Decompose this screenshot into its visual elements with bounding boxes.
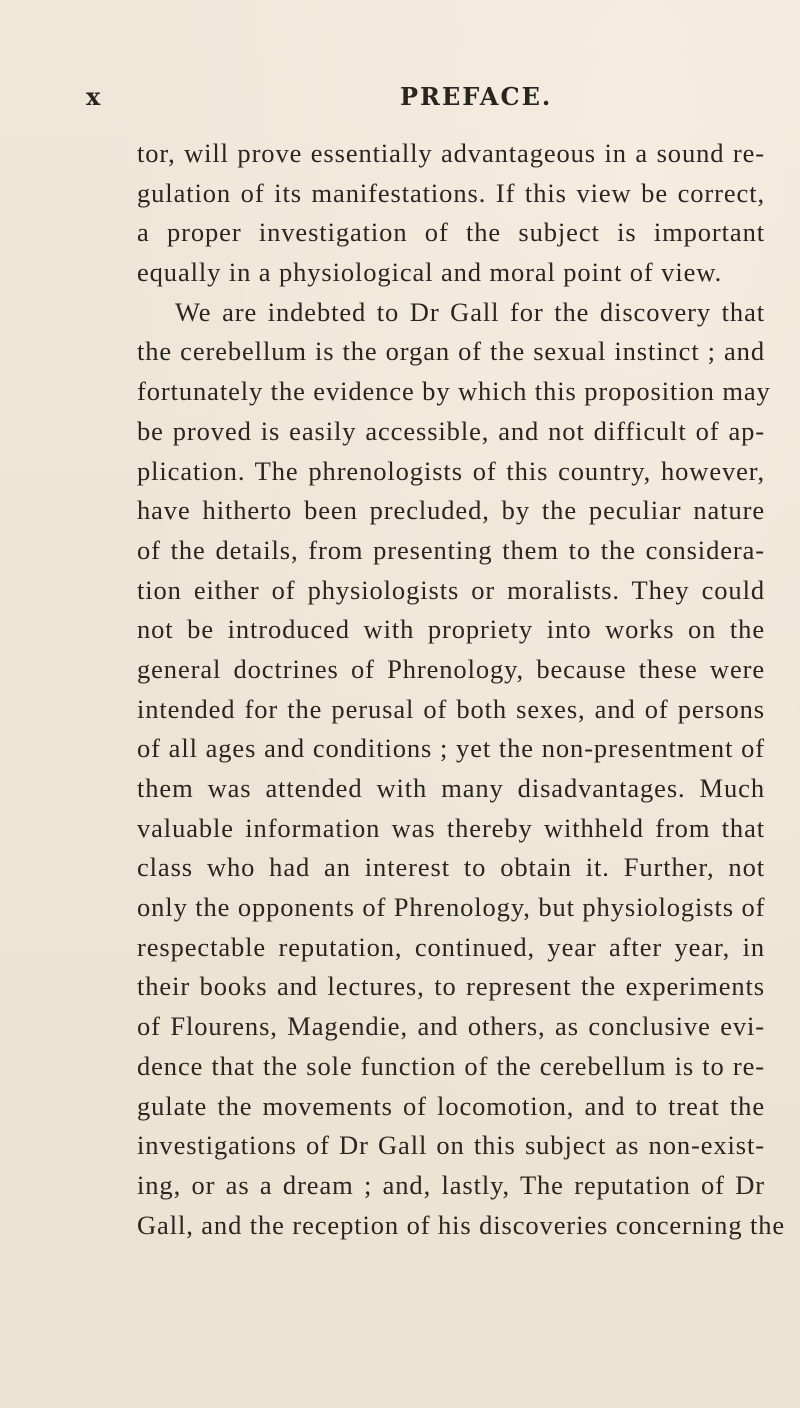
- text-line: equally in a physiological and moral point of view.: [137, 257, 723, 288]
- text-line: Gall, and the reception of his discoveries concerning the: [137, 1209, 786, 1240]
- text-line: gulate the movements of locomotion, and to treat the: [137, 1090, 765, 1121]
- text-line: their books and lectures, to represent the experiments: [137, 971, 765, 1002]
- text-line: We are indebted to Dr Gall for the discovery that: [175, 296, 765, 327]
- text-line: gulation of its manifestations. If this view be correct,: [137, 177, 765, 208]
- text-line: dence that the sole function of the cerebellum is to re-: [137, 1050, 765, 1081]
- text-line: investigations of Dr Gall on this subject as non-exist-: [137, 1130, 765, 1161]
- text-line: of the details, from presenting them to the considera-: [137, 534, 765, 565]
- text-line: respectable reputation, continued, year after year, in: [137, 931, 765, 962]
- text-line: class who had an interest to obtain it. Further, not: [137, 852, 765, 883]
- text-line: the cerebellum is the organ of the sexual instinct ; and: [137, 336, 765, 367]
- text-line: tor, will prove essentially advantageous in a sound re-: [137, 138, 765, 168]
- text-line: fortunately the evidence by which this proposition may: [137, 376, 771, 407]
- text-line: tion either of physiologists or moralists. They could: [137, 574, 765, 605]
- page-header: [86, 82, 726, 122]
- text-line: general doctrines of Phrenology, because these were: [137, 653, 765, 684]
- text-line: of all ages and conditions ; yet the non-presentment of: [137, 733, 765, 764]
- body-text: [137, 134, 786, 1245]
- text-line: plication. The phrenologists of this country, however,: [137, 455, 765, 486]
- text-line: of Flourens, Magendie, and others, as conclusive evi-: [137, 1011, 765, 1042]
- text-line: a proper investigation of the subject is important: [137, 217, 765, 248]
- text-line: be proved is easily accessible, and not difficult of ap-: [137, 415, 765, 446]
- text-line: ing, or as a dream ; and, lastly, The reputation of Dr: [137, 1169, 765, 1200]
- page-number: x: [86, 82, 102, 111]
- running-head: PREFACE.: [400, 82, 553, 111]
- text-line: have hitherto been precluded, by the peculiar nature: [137, 495, 765, 526]
- text-line: not be introduced with propriety into works on the: [137, 614, 765, 645]
- text-line: only the opponents of Phrenology, but physiologists of: [137, 892, 766, 923]
- text-line: valuable information was thereby withheld from that: [137, 812, 765, 843]
- text-line: intended for the perusal of both sexes, and of persons: [137, 693, 765, 724]
- text-line: them was attended with many disadvantages. Much: [137, 773, 765, 803]
